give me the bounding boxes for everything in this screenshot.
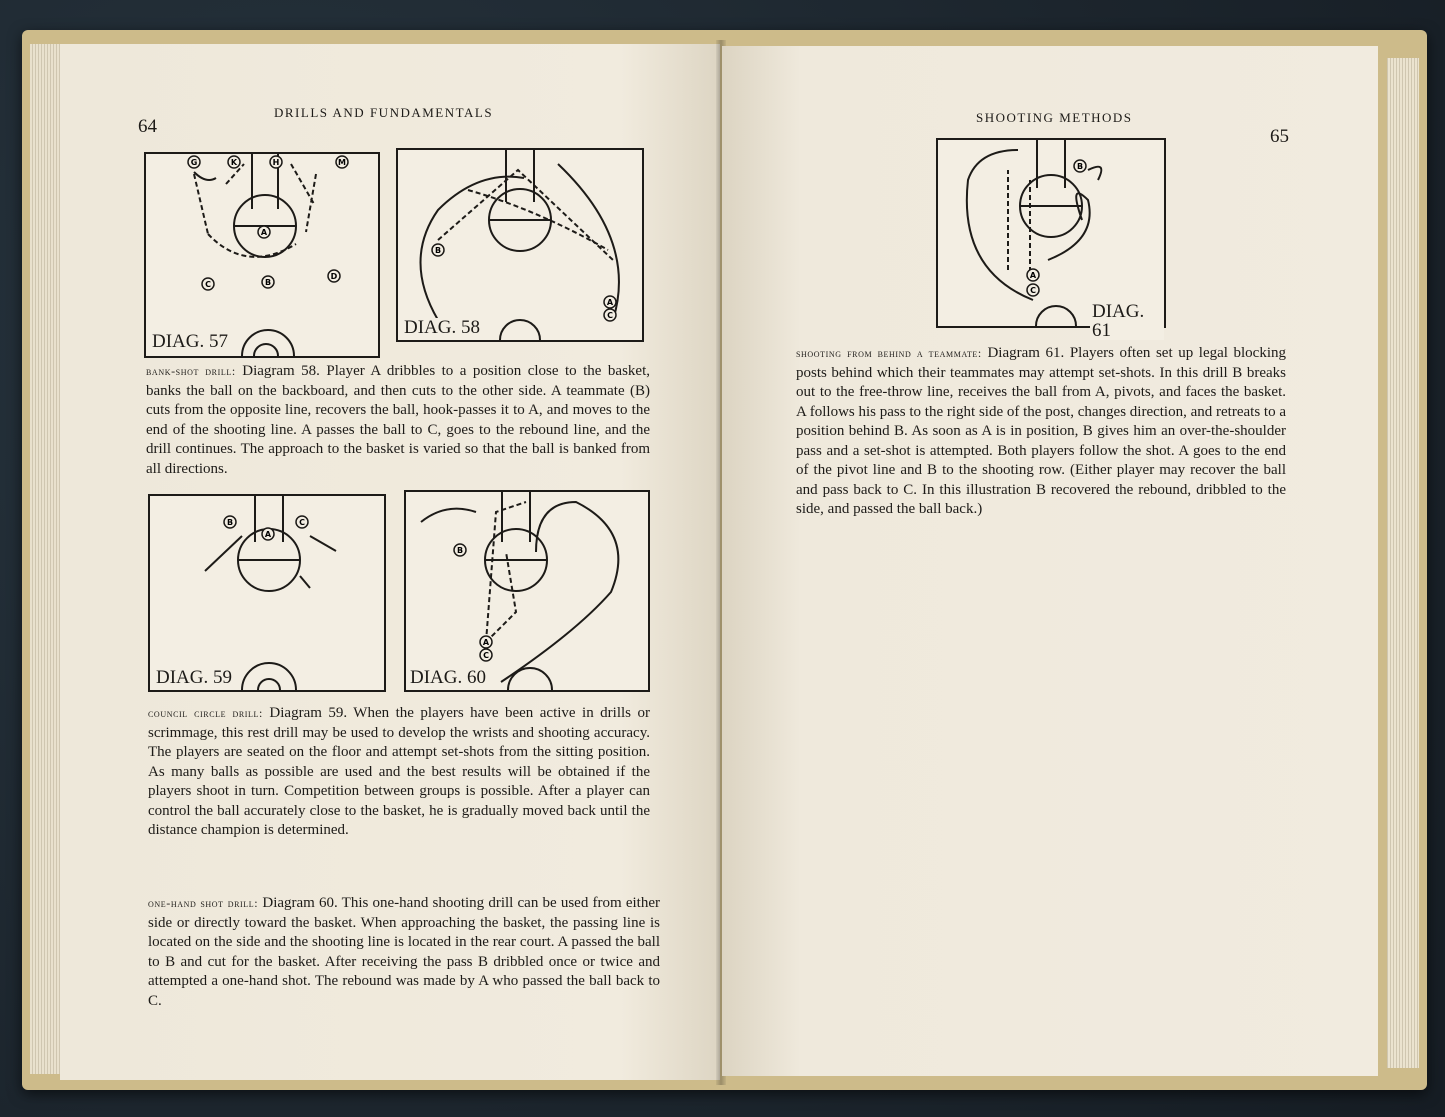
diagram-59-player-c <box>296 516 308 528</box>
paragraph-bank-shot-drill <box>146 362 650 479</box>
diagram-59-drawing <box>150 496 384 690</box>
running-head: DRILLS AND FUNDAMENTALS <box>274 105 494 120</box>
svg-text:A: A <box>482 638 490 647</box>
svg-text:C: C <box>1030 286 1036 295</box>
diagram-59-player-b <box>224 516 236 528</box>
paragraph-text: Diagram 60. This one-hand shooting drill can be used from either side or directly toward the basket. When approaching the basket, the passing line is located on the side and the shooting line is located in the rear court. A passed the ball to B and cut for the basket. After receiving the pass B dribbled once or twice and attempted a one-hand shot. The rebound was made by A who passed the ball back to C. <box>148 895 660 1009</box>
svg-text:C: C <box>483 651 489 660</box>
paragraph-text: Diagram 58. Player A dribbles to a position close to the basket, banks the ball on the backboard, and then cuts to the other side. A teammate (B) cuts from the opposite line, recovers the ball, hook-passes it to A, and moves to the end of the shooting line. A passes the ball to C, goes to the rebound line, and the drill continues. The approach to the basket is varied so that the ball is banked from all directions. <box>146 363 650 477</box>
paragraph-one-hand-shot-drill <box>148 894 660 1011</box>
diagram-57-player-a <box>258 226 270 238</box>
diagram-57 <box>144 152 380 358</box>
paragraph-council-circle-drill <box>148 704 650 841</box>
right-page <box>722 46 1378 1076</box>
diagram-58-player-c <box>604 309 616 321</box>
page-number: 64 <box>138 116 157 137</box>
running-head: SHOOTING METHODS <box>976 110 1133 125</box>
diagram-61-drawing <box>938 140 1164 326</box>
diagram-57-player-g <box>188 156 200 168</box>
diagram-57-player-h <box>270 156 282 168</box>
paragraph-text: Diagram 59. When the players have been active in drills or scrimmage, this rest drill may be used to develop the wrists and shooting accuracy. The players are seated on the floor and attempt set-shots from the sitting position. As many balls as possible are used and the best results will be obtained if the players shoot in turn. Competition between groups is possible. After a player can control the ball accurately close to the basket, he is gradually moved back until the distance champion is determined. <box>148 705 650 838</box>
svg-text:M: M <box>338 158 346 167</box>
diagram-60-player-a <box>480 636 492 648</box>
diagram-61-player-a <box>1027 269 1039 281</box>
diagram-61-label: DIAG. 61 <box>1090 302 1164 340</box>
diagram-60-drawing <box>406 492 648 690</box>
svg-text:H: H <box>272 158 280 167</box>
paragraph-lead: one-hand shot drill: <box>148 896 259 910</box>
diagram-61-player-c <box>1027 284 1039 296</box>
paragraph-shooting-from-behind-a-teammate <box>796 344 1286 520</box>
svg-text:B: B <box>434 246 442 255</box>
diagram-59-player-a <box>262 528 274 540</box>
svg-text:B: B <box>456 546 464 555</box>
page-edges-right <box>1387 58 1419 1068</box>
svg-text:C: C <box>299 518 305 527</box>
svg-text:B: B <box>264 278 272 287</box>
svg-text:K: K <box>230 158 238 167</box>
svg-text:C: C <box>205 280 211 289</box>
diagram-60 <box>404 490 650 692</box>
diagram-61-player-b <box>1074 160 1086 172</box>
diagram-57-player-k <box>228 156 240 168</box>
diagram-60-player-c <box>480 649 492 661</box>
diagram-60-player-b <box>454 544 466 556</box>
svg-text:A: A <box>1029 271 1037 280</box>
page-number: 65 <box>1270 126 1289 147</box>
diagram-61 <box>936 138 1166 341</box>
diagram-58-drawing <box>398 150 642 340</box>
diagram-57-player-d <box>328 270 340 282</box>
svg-text:A: A <box>260 228 268 237</box>
diagram-57-label: DIAG. 57 <box>152 331 228 352</box>
svg-text:A: A <box>606 298 614 307</box>
diagram-57-drawing <box>146 154 378 356</box>
svg-text:A: A <box>264 530 272 539</box>
diagram-58 <box>396 148 644 342</box>
diagram-57-player-c <box>202 278 214 290</box>
diagram-59-label: DIAG. 59 <box>156 667 232 688</box>
svg-text:B: B <box>1076 162 1084 171</box>
diagram-57-player-b <box>262 276 274 288</box>
svg-text:B: B <box>226 518 234 527</box>
paragraph-lead: council circle drill: <box>148 706 263 720</box>
left-page <box>60 44 720 1080</box>
paragraph-lead: bank-shot drill: <box>146 364 236 378</box>
paragraph-text: Diagram 61. Players often set up legal blocking posts behind which their teammates may attempt set-shots. In this drill B breaks out to the free-throw line, receives the ball from A, pivots, and faces the basket. A follows his pass to the right side of the post, changes direction, and retreats to a position behind B. As soon as A is in position, B gives him an over-the-shoulder pass and a set-shot is attempted. Both players follow the shot. A goes to the end of the pivot line and B to the shooting row. (Either player may recover the ball and pass back to C. In this illustration B recovered the rebound, dribbled to the side, and passed the ball back.) <box>796 345 1286 517</box>
diagram-58-player-b <box>432 244 444 256</box>
diagram-58-label: DIAG. 58 <box>404 317 480 338</box>
svg-text:D: D <box>330 272 338 281</box>
paragraph-lead: shooting from behind a teammate: <box>796 346 982 360</box>
svg-text:C: C <box>607 311 613 320</box>
diagram-57-player-m <box>336 156 348 168</box>
svg-text:G: G <box>190 158 198 167</box>
diagram-58-player-a <box>604 296 616 308</box>
diagram-59 <box>148 494 386 692</box>
diagram-60-label: DIAG. 60 <box>410 667 486 688</box>
